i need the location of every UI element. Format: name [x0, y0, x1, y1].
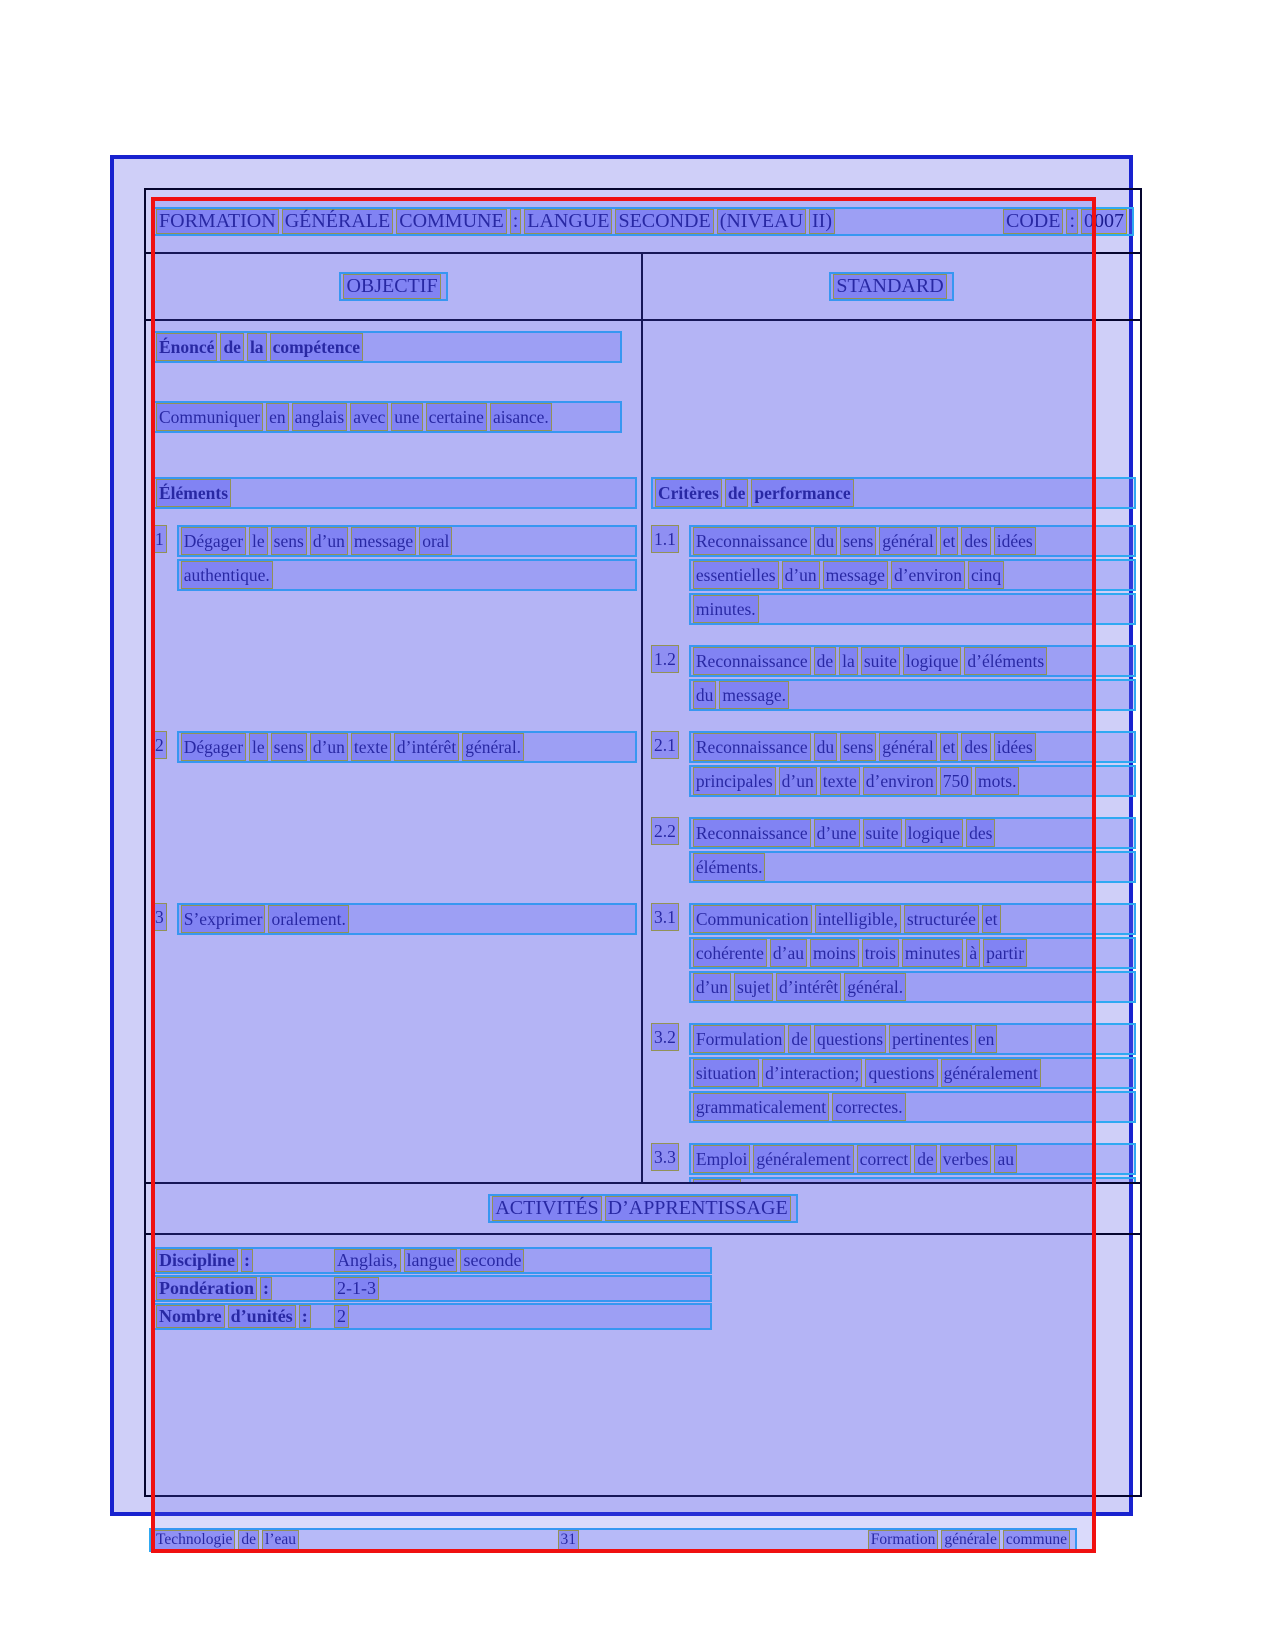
text-line: cohérente d’au moins trois minutes à partir	[689, 937, 1136, 969]
competence-band	[146, 525, 1140, 731]
elements-heading: Éléments	[152, 477, 637, 509]
footer-left-text: Technologie de l’eau	[153, 1530, 302, 1550]
standard-header-cell	[643, 254, 1140, 319]
item-number: 2.1	[651, 731, 679, 759]
list-item	[651, 1023, 1136, 1125]
item-number: 3.1	[651, 903, 679, 931]
competence-band	[146, 731, 1140, 903]
objectif-header: OBJECTIF	[339, 272, 447, 301]
footer-line	[149, 1528, 1077, 1552]
list-item	[651, 645, 1136, 713]
text-line: Emploi généralement correct de verbes au	[689, 1143, 1136, 1175]
item-number: 1.1	[651, 525, 679, 553]
text-line: éléments.	[689, 851, 1136, 883]
text-line: Reconnaissance de la suite logique d’éléments	[689, 645, 1136, 677]
text-line: d’un sujet d’intérêt général.	[689, 971, 1136, 1003]
competence-band	[146, 903, 1140, 1184]
field-value: 2-1-3	[334, 1277, 382, 1300]
criteres-heading: Critères de performance	[651, 477, 1136, 509]
document-title-line	[152, 207, 1134, 236]
item-number: 3.3	[651, 1143, 679, 1171]
footer-right-text: Formation générale commune	[868, 1530, 1073, 1550]
activities-row	[146, 1184, 1140, 1235]
text-line: grammaticalement correctes.	[689, 1091, 1136, 1123]
item-number: 3.2	[651, 1023, 679, 1051]
activities-heading: ACTIVITÉS D’APPRENTISSAGE	[488, 1194, 797, 1223]
enonce-heading: Énoncé de la compétence	[152, 331, 622, 363]
document-table	[144, 188, 1142, 1497]
text-line: minutes.	[689, 593, 1136, 625]
text-line: Reconnaissance d’une suite logique des	[689, 817, 1136, 849]
text-line: S’exprimer oralement.	[177, 903, 637, 935]
item-number: 1	[152, 525, 167, 553]
discipline-lines	[152, 1247, 1134, 1330]
enonce-text: Communiquer en anglais avec une certaine aisance.	[152, 401, 622, 433]
text-line: essentielles d’un message d’environ cinq	[689, 559, 1136, 591]
discipline-row	[146, 1235, 1140, 1493]
field-label: Nombre d’unités :	[156, 1305, 334, 1328]
item-number: 3	[152, 903, 167, 931]
item-number: 2.2	[651, 817, 679, 845]
text-line: principales d’un texte d’environ 750 mots.	[689, 765, 1136, 797]
column-headers-row	[146, 254, 1140, 321]
text-line: du message.	[689, 679, 1136, 711]
sub-headings-band	[146, 477, 1140, 509]
text-line: Reconnaissance du sens général et des idées	[689, 731, 1136, 763]
list-item	[152, 731, 637, 765]
discipline-line	[152, 1247, 712, 1274]
discipline-line	[152, 1303, 712, 1330]
field-label: Pondération :	[156, 1277, 334, 1300]
item-number: 1.2	[651, 645, 679, 673]
list-item	[152, 525, 637, 593]
column-divider	[641, 321, 643, 1184]
list-item	[152, 903, 637, 937]
document-code: CODE : 0007	[1003, 209, 1130, 234]
field-value: 2	[334, 1305, 352, 1328]
list-item	[651, 1143, 1136, 1184]
text-line	[689, 1177, 1136, 1184]
text-line: Formulation de questions pertinentes en	[689, 1023, 1136, 1055]
list-item	[651, 903, 1136, 1005]
field-label: Discipline :	[156, 1249, 334, 1272]
field-value: Anglais, langue seconde	[334, 1249, 527, 1272]
standard-header: STANDARD	[829, 272, 953, 301]
table-body-row	[146, 321, 1140, 1184]
text-line: Communication intelligible, structurée et	[689, 903, 1136, 935]
list-item	[651, 731, 1136, 799]
document-title: FORMATION GÉNÉRALE COMMUNE : LANGUE SECONDE (NIVEAU II)	[156, 209, 838, 234]
text-line: Dégager le sens d’un texte d’intérêt général.	[177, 731, 637, 763]
item-number: 2	[152, 731, 167, 759]
table-header-row	[146, 190, 1140, 254]
text-line: authentique.	[177, 559, 637, 591]
footer-page-number: 31	[558, 1530, 583, 1550]
text-line: situation d’interaction; questions généralement	[689, 1057, 1136, 1089]
discipline-line	[152, 1275, 712, 1302]
objectif-header-cell	[146, 254, 643, 319]
page-footer	[149, 1528, 1077, 1552]
list-item	[651, 525, 1136, 627]
list-item	[651, 817, 1136, 885]
text-line: Dégager le sens d’un message oral	[177, 525, 637, 557]
text-line: Reconnaissance du sens général et des idées	[689, 525, 1136, 557]
competence-bands	[146, 525, 1140, 1184]
